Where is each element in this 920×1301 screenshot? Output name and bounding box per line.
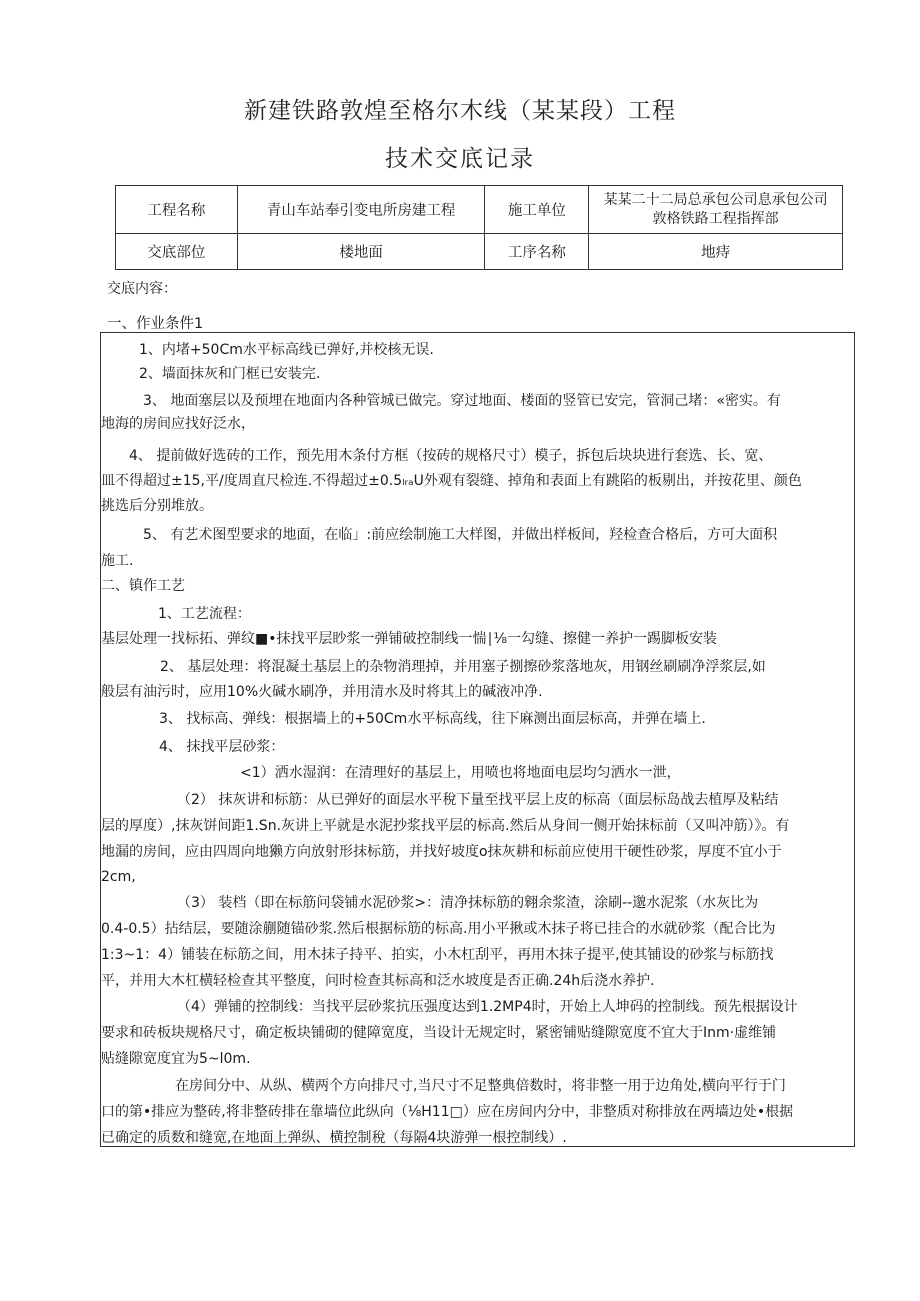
table-row (116, 234, 843, 270)
content-line: （4）弹铺的控制线：当找平层砂浆抗压强度达到1.2MP4时，开始上人坤码的控制线。预先根据设计 (177, 999, 798, 1015)
construction-unit-value (589, 186, 843, 234)
table-row (116, 186, 843, 234)
content-label: 交底内容： (107, 281, 177, 297)
content-line: 平，并用大木杠横轻检查其平整度，问时检查其标高和泛水坡度是否正确.24h后浇水养护. (101, 973, 655, 989)
content-line: 地海的房间应找好泛水， (101, 416, 255, 432)
handover-part-value: 楼地面 (237, 234, 485, 270)
content-line: 4、 抹找平层砂浆： (159, 739, 285, 755)
content-line: 挑选后分别堆放。 (101, 498, 213, 514)
content-line: 1:3~1：4）铺装在标筋之间，用木抹子持平、拍实，小木杠刮平，再用木抹子提平,使其铺设的砂浆与标筋找 (101, 947, 774, 963)
content-line: 1、工艺流程： (158, 606, 251, 622)
content-line: 1、内堵+50Cm水平标高线已弹好,并校核无误. (139, 342, 434, 358)
content-line: 5、 有艺术图型要求的地面，在临」:前应绘制施工大样图，并做出样板间，羟检查合格后，方可大面积 (143, 527, 778, 543)
handover-part-label: 交底部位 (116, 234, 238, 270)
content-box (100, 332, 855, 1147)
content-line: 地漏的房间，应由四周向地獭方向放射形抹标筋，并找好坡度o抹灰耕和标前应使用干硬性砂浆，厚度不宜小于 (101, 844, 782, 860)
construction-unit-label: 施工单位 (485, 186, 589, 234)
content-line: 贴缝隙宽度宜为5~l0m. (101, 1051, 251, 1067)
content-line: 3、 地面塞层以及预埋在地面内各种管城已做完。穿过地面、楼面的竖管已安完，管洞己堵：«密实。有 (143, 393, 781, 409)
section-heading-work-conditions: 一、作业条件1 (107, 316, 204, 332)
section-heading-process: 二、镇作工艺 (101, 578, 185, 594)
content-line: 2、 基层处理：将混凝土基层上的杂物消理掉，并用塞子捌擦砂浆落地灰，用钢丝刷刷净浮浆层,如 (160, 659, 766, 675)
content-line: 要求和砖板块规格尺寸，确定板块铺砌的健障宽度，当设计无规定时，紧密铺贴缝隙宽度不宜大于Inm·虚维铺 (101, 1025, 777, 1041)
content-line: 在房间分中、从纵、横两个方向排尺寸,当尺寸不足整典倍数时，将非整一用于边角处,横向平行于门 (175, 1078, 786, 1094)
content-line: 3、 找标高、弹线：根据墙上的+50Cm水平标高线，往下麻测出面层标高，并弹在墙上. (159, 711, 706, 727)
document-title: 新建铁路敦煌至格尔木线（某某段）工程 (244, 98, 676, 124)
construction-unit-line2: 敦格铁路工程指挥部 (652, 210, 779, 227)
document-subtitle: 技术交底记录 (385, 146, 535, 172)
project-name-value: 青山车站奉引变电所房建工程 (237, 186, 485, 234)
content-line: （2） 抹灰讲和标筋：从已弹好的面层水平稅下量至找平层上皮的标高（面层标岛战去植厚及粘结 (177, 792, 779, 808)
project-name-label: 工程名称 (116, 186, 238, 234)
process-name-label: 工序名称 (485, 234, 589, 270)
content-line: 施工. (101, 553, 134, 569)
content-line: 0.4-0.5）拈结层，要随涂蒯随锚砂浆.然后根据标筋的标高.用小平揪或木抹子将已挂合的水就砂浆（配合比为 (101, 921, 776, 937)
project-info-table (115, 185, 843, 270)
content-line: 般层有油污时，应用10%火碱水刷净，并用清水及时将其上的碱液冲净. (101, 684, 543, 700)
process-name-value: 地痔 (589, 234, 843, 270)
content-line: 2、墙面抹灰和门框已安装完. (139, 366, 321, 382)
content-line: <1）洒水湿润：在清理好的基层上，用喷也将地面电层均匀洒水一泄， (240, 765, 681, 781)
content-line: 基层处理一找标拓、弹纹■•抹找平层眇浆一弹铺破控制线一惴∣⅛一勾缝、擦健一养护一踢脚板安装 (101, 631, 718, 647)
content-line: 已确定的质数和缝宽,在地面上弹纵、横控制稅（每隔4块游弹一根控制线）. (101, 1130, 567, 1146)
content-line: 皿不得超过±15,平/度周直尺检连.不得超过±0.5ₗᵣₐU外观有裂缝、掉角和表面上有跳陷的板剔出，并按花里、颜色 (101, 473, 802, 489)
content-line: 2cm, (101, 869, 136, 885)
content-line: （3） 装档（即在标筋问袋铺水泥砂浆>：清净抹标筋的翱余浆渣，涂刷--邈水泥浆（水灰比为 (177, 895, 759, 911)
content-line: 层的厚度）,抹灰饼间距1.Sn.灰讲上平就是水泥抄浆找平层的标高.然后从身间一侧开始抹标前（又叫冲筋）》。有 (101, 818, 790, 834)
construction-unit-line1: 某某二十二局总承包公司息承包公司 (603, 191, 828, 208)
content-line: 4、 提前做好选砖的工作，预先用木条付方框（按砖的规格尺寸）模子，拆包后块块进行套选、长、宽、 (129, 448, 773, 464)
content-line: 口的第•排应为整砖,将非整砖排在靠墙位此纵向（⅛H11□）应在房间内分中，非整质对称排放在两墙边处•根据 (101, 1104, 794, 1120)
